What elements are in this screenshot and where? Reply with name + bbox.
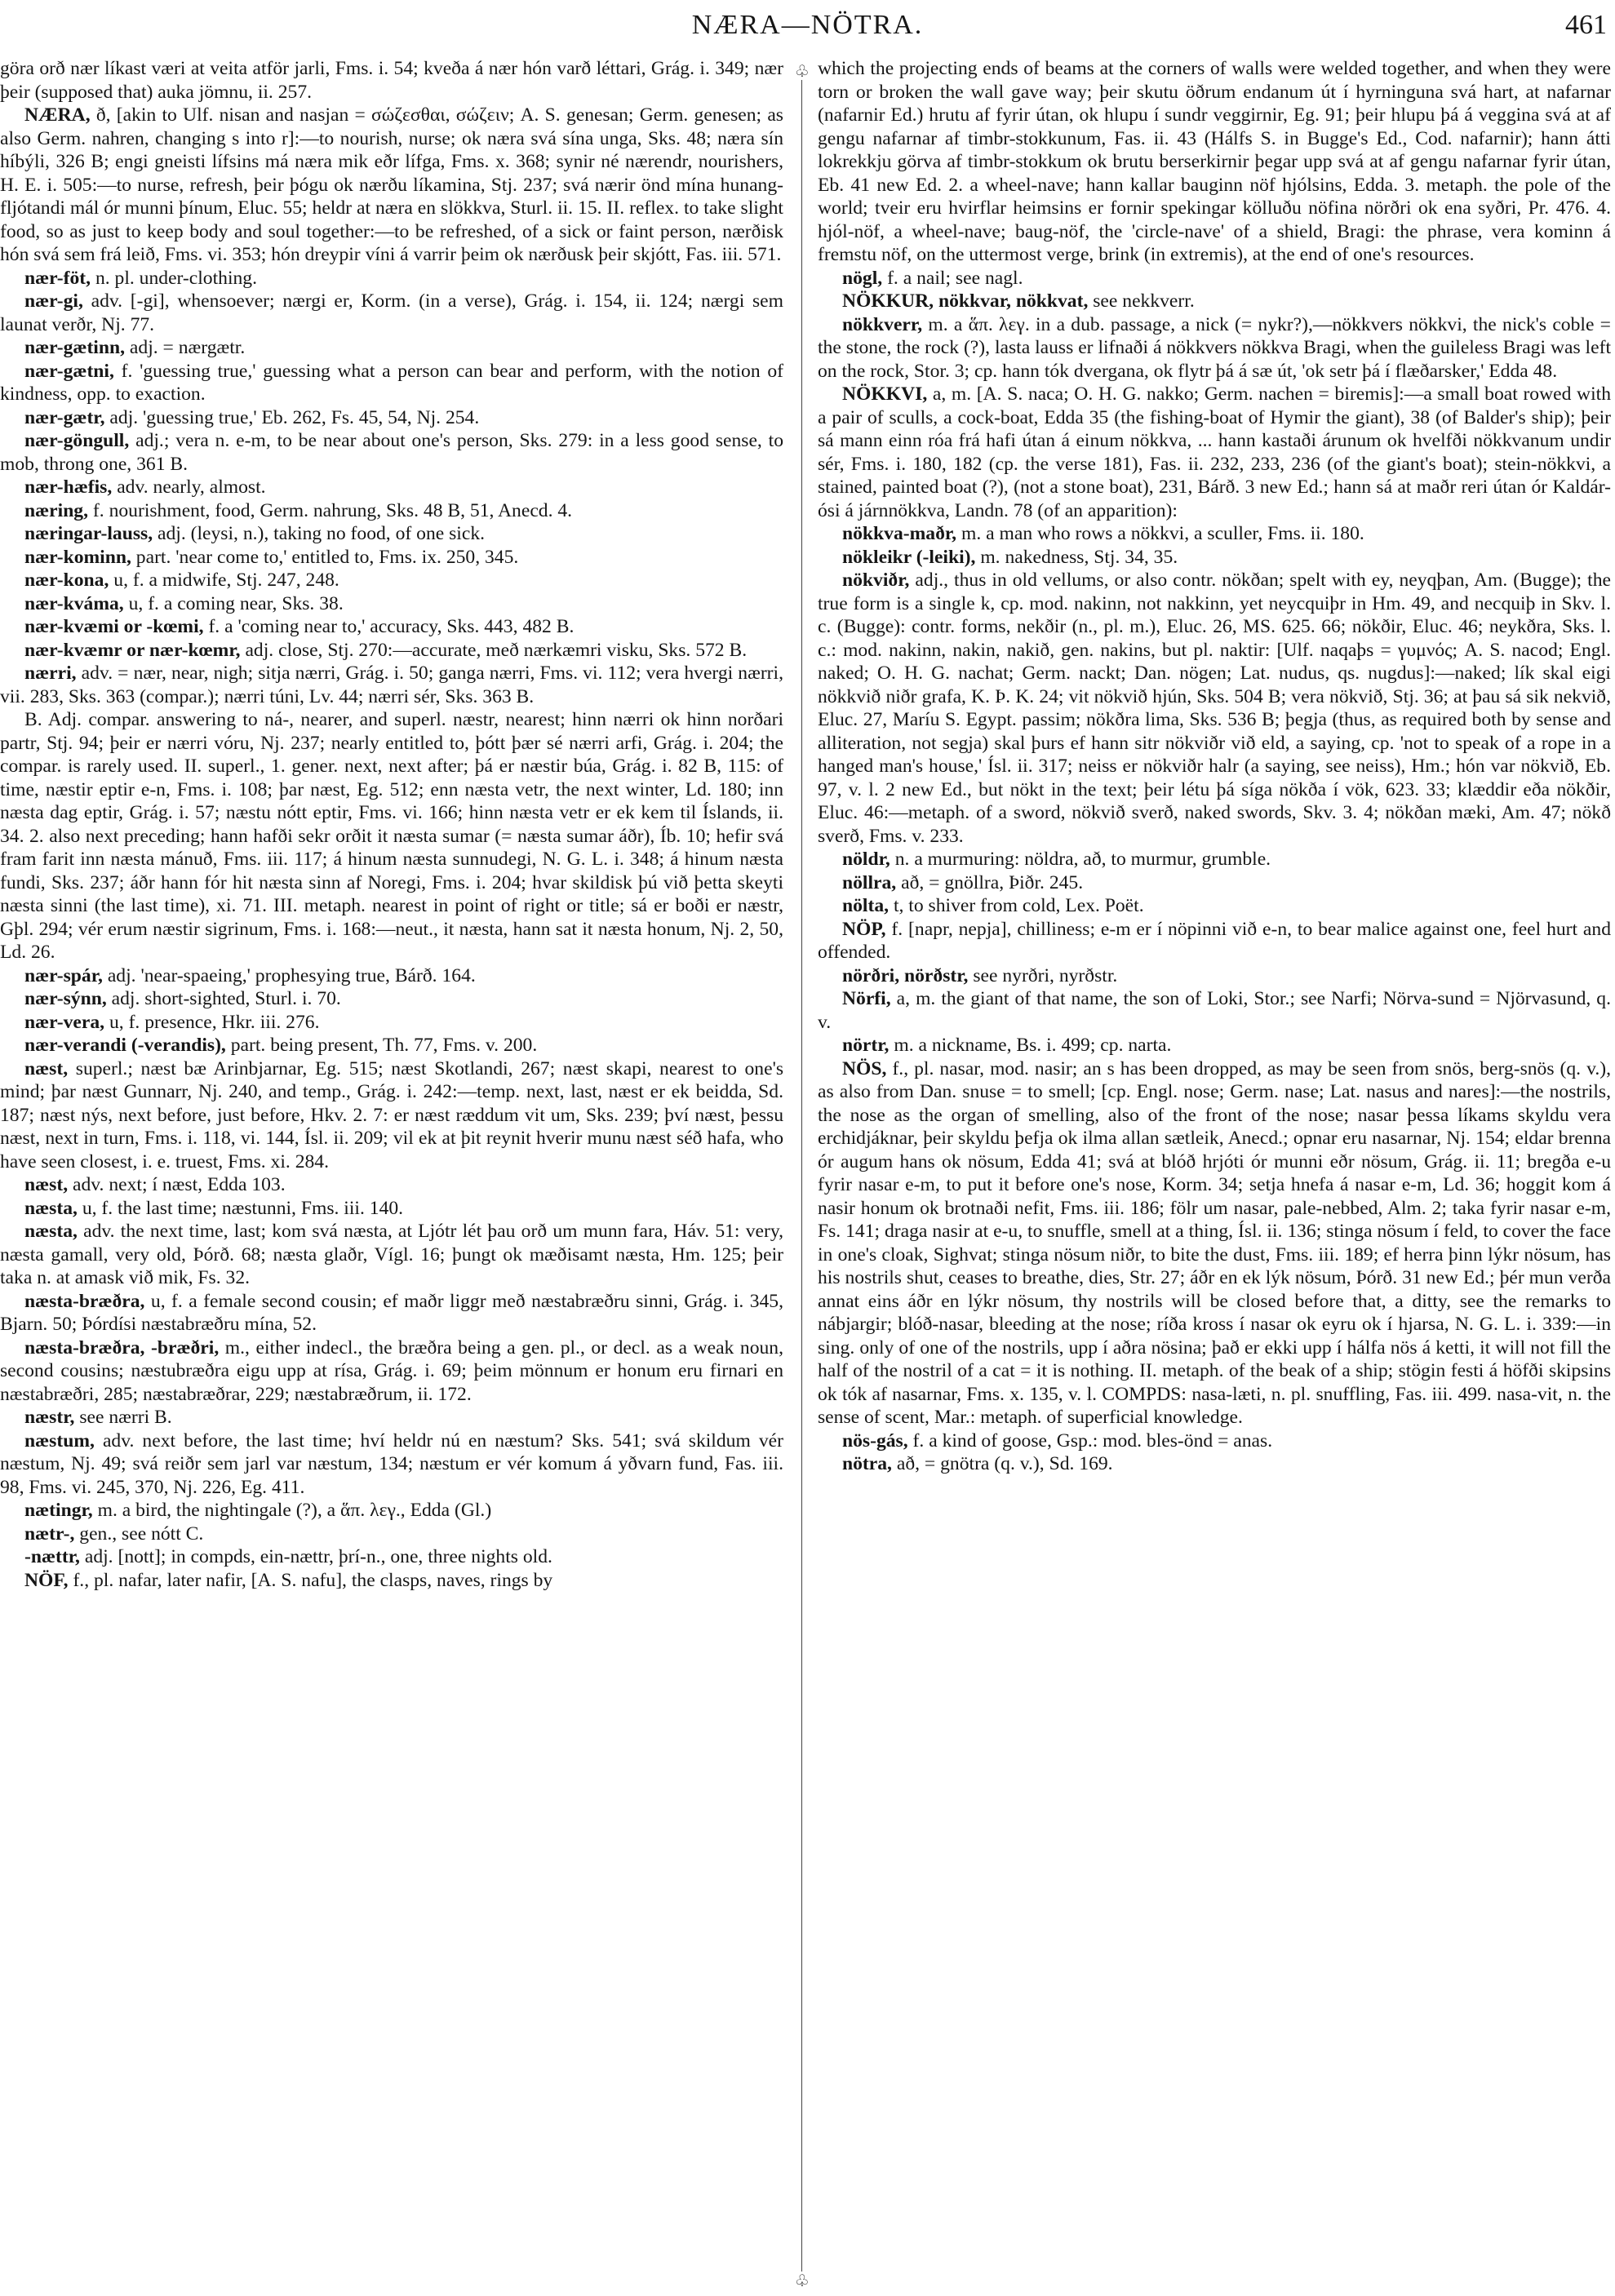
entry-headword: NÖF, (24, 1569, 69, 1591)
dictionary-entry (818, 267, 1611, 290)
entry-definition: gen., see nótt C. (79, 1523, 204, 1545)
dictionary-entry (0, 1523, 783, 1546)
dictionary-entry (0, 1173, 783, 1197)
entry-headword: nökkverr, (842, 313, 923, 335)
entry-definition: f. nourishment, food, Germ. nahrung, Sks. 48 B, 51, Anecd. 4. (92, 499, 573, 521)
column-divider (801, 65, 802, 2272)
entry-headword: nætr-, (24, 1523, 75, 1545)
dictionary-entry (818, 569, 1611, 848)
entry-headword: nær-föt, (24, 267, 91, 289)
entry-headword: nörðri, nörðstr, (842, 964, 969, 986)
dictionary-entry (0, 546, 783, 570)
entry-headword: nær-sýnn, (24, 988, 107, 1009)
entry-headword: NÆRA, (24, 104, 91, 126)
dictionary-entry (0, 592, 783, 616)
entry-headword: nörtr, (842, 1035, 890, 1056)
dictionary-entry (818, 964, 1611, 988)
dictionary-entry (818, 57, 1611, 267)
entry-definition: which the projecting ends of beams at the corners of walls were welded together, and when they were torn or broken the wall gave way; þeir skutu öðrum endanum út í hyrninguna svá hart, at nafarnar (nafarnir Ed.) hrutu af fyrir útan, ok hlupu í sundr veggirnir, Eg. 91; þeir hlupu þá á veggina svá at af gengu nafarnar af timbr-stokkunum, Fas. ii. 43 (Hálfs S. in Bugge's Ed., Cod. nafarnir); hann átti lokrekkju görva af timbr-stokkum ok brutu berserkirnir þegar upp svá at af gengu nafarnar fyrir útan, Eb. 41 new Ed. 2. a wheel-nave; hann kallar bauginn nöf hjólsins, Edda. 3. metaph. the pole of the world; tveir eru hvirflar heimsins er fornir spekingar kölluðu nöfina nörðri ok ena syðri, Pr. 476. 4. hjól-nöf, a wheel-nave; baug-nöf, the 'circle-nave' of a shield, Bragi: the phrase, vera kominn á fremstu nöf, on the uttermost verge, brink (in extremis), at the end of one's resources. (818, 58, 1611, 265)
entry-headword: nökkva-maðr, (842, 523, 957, 544)
entry-definition: m. a man who rows a nökkvi, a sculler, Fms. ii. 180. (961, 523, 1364, 544)
dictionary-entry (0, 1499, 783, 1523)
dictionary-entry (0, 1011, 783, 1035)
entry-headword: nær-göngull, (24, 430, 130, 451)
divider-ornament-top: ♧ (793, 62, 811, 80)
entry-definition: adj. 'guessing true,' Eb. 262, Fs. 45, 54, Nj. 254. (109, 406, 480, 428)
dictionary-entry (0, 987, 783, 1011)
entry-headword: næsta, (24, 1197, 78, 1219)
entry-headword: nös-gás, (842, 1429, 908, 1452)
dictionary-entry (0, 708, 783, 964)
entry-definition: u, f. a coming near, Sks. 38. (128, 592, 344, 614)
entry-headword: nær-verandi (-verandis), (24, 1035, 226, 1056)
entry-definition: f. a nail; see nagl. (887, 267, 1023, 289)
entry-headword: NÖS, (842, 1057, 887, 1079)
dictionary-entry (0, 662, 783, 708)
entry-headword: næstr, (24, 1407, 75, 1428)
page-number: 461 (1565, 10, 1607, 40)
dictionary-entry (818, 1452, 1611, 1476)
entry-definition: adj. 'near-spaeing,' prophesying true, Bárð. 164. (107, 964, 476, 986)
entry-headword: nær-kominn, (24, 546, 131, 568)
dictionary-entry (818, 987, 1611, 1034)
dictionary-entry (0, 1034, 783, 1057)
entry-definition: n. a murmuring: nöldra, að, to murmur, grumble. (894, 849, 1271, 870)
entry-definition: n. pl. under-clothing. (95, 267, 258, 289)
entry-headword: næsta-bræðra, -bræðri, (24, 1336, 220, 1359)
dictionary-entry (0, 57, 783, 104)
entry-headword: nær-spár, (24, 964, 103, 986)
left-column (0, 57, 783, 2293)
dictionary-entry (0, 615, 783, 639)
entry-definition: adv. the next time, last; kom svá næsta, at Ljótr lét þau orð um munn fara, Háv. 51: very, næsta gamall, very old, Þórð. 68; næsta glaðr, Vígl. 16; þungt ok mæðisamt næsta, Hm. 125; þeir taka n. at amask við mik, Fs. 32. (0, 1221, 783, 1288)
entry-definition: f. a 'coming near to,' accuracy, Sks. 443, 482 B. (208, 616, 575, 637)
dictionary-entry (0, 499, 783, 523)
entry-headword: nötra, (842, 1453, 892, 1474)
running-head: NÆRA—NÖTRA. (691, 10, 924, 40)
page-header (0, 7, 1615, 49)
entry-headword: nölta, (842, 895, 890, 916)
entry-definition: u, f. the last time; næstunni, Fms. iii. 140. (82, 1197, 404, 1219)
dictionary-entry (0, 429, 783, 476)
entry-headword: nærri, (24, 663, 77, 684)
entry-definition: u, f. a female second cousin; ef maðr liggr með næstabræðru sinni, Grág. i. 345, Bjarn. 50; Þórdísi næstabræðru mína, 52. (0, 1290, 783, 1335)
entry-definition: a, m. the giant of that name, the son of Loki, Stor.; see Narfi; Nörva-sund = Njörvasund, q. v. (818, 988, 1611, 1033)
dictionary-entry (0, 267, 783, 290)
entry-definition: see nærri B. (79, 1407, 172, 1428)
entry-headword: næsta, (24, 1221, 78, 1242)
entry-headword: NÖP, (842, 918, 886, 940)
dictionary-entry (818, 918, 1611, 964)
entry-definition: part. 'near come to,' entitled to, Fms. ix. 250, 345. (135, 546, 519, 568)
dictionary-entry (0, 964, 783, 988)
dictionary-entry (818, 871, 1611, 895)
entry-headword: nær-gætni, (24, 360, 114, 382)
entry-headword: Nörfi, (842, 988, 891, 1009)
dictionary-entry (0, 569, 783, 592)
dictionary-entry (0, 1569, 783, 1593)
dictionary-entry (0, 336, 783, 360)
entry-headword: næst, (24, 1057, 69, 1079)
entry-definition: u, f. a midwife, Stj. 247, 248. (113, 570, 339, 591)
right-column (818, 57, 1611, 2293)
entry-headword: -nættr, (24, 1546, 80, 1567)
entry-definition: adj. [nott]; in compds, ein-nættr, þrí-n., one, three nights old. (84, 1546, 552, 1567)
entry-definition: f., pl. nasar, mod. nasir; an s has been dropped, as may be seen from snös, berg-snös (q. v.), as also from Dan. snuse = to smell; [cp. Engl. nose; Germ. nase; Lat. nasus and nares]:—the nostrils, the nose as the organ of smelling, also of the front of the nose; nasar þessa líkams skyldu vera erchidjáknar, þeir skyldu þefja ok ilma allan sætleik, Anecd.; opnar eru nasarnar, Nj. 154; eldar brenna ór augum hans ok nösum, Edda 41; svá at blóð hrjóti ór munni eðr nösum, Grág. ii. 11; bregða e-u fyrir nasar e-m, to put it before one's nose, Korm. 34; setja hnefa á nasar e-m, Ld. 36; hoggit kom á nasir honum ok brotnaði nefit, Fms. iii. 186; fölr um nasar, pale-nebbed, Alm. 2; taka fyrir nasar e-m, Fs. 141; draga nasir at e-u, to snuffle, smell at a thing, Ísl. ii. 136; stinga nösum í feld, to cover the face in one's cloak, Sighvat; stinga nösum niðr, to bite the dust, Fms. iii. 189; ef herra þinn lýkr nösum, has his nostrils shut, ceases to breathe, dies, Str. 27; áðr en ek lýk nösum, Þórð. 31 new Ed.; þér mun verða annat eins áðr en lýkr nösum, thy nostrils will be closed before that, a ditty, see the remarks to nábjargir; blóð-nasar, bleeding at the nose; ríða kross í nasar ok eyru ok í hjarsa, N. G. L. i. 339:—in sing. only of one of the nostrils, upp í aðra nösina; það er ekki upp í hálfa nös á ketti, it will not fill the half of the nostril of a cat = it is nothing. II. metaph. of the beak of a ship; stögin festi á höfði skipsins ok tók af nasarnar, Fms. x. 135, v. l. COMPDS: nasa-læti, n. pl. snuffling, Fas. iii. 499. nasa-vit, n. the sense of scent, Mar.: metaph. of superficial knowledge. (818, 1057, 1611, 1428)
entry-headword: nær-kváma, (24, 592, 124, 614)
entry-headword: næstum, (24, 1429, 95, 1452)
dictionary-entry (818, 383, 1611, 522)
entry-definition: að, = gnötra (q. v.), Sd. 169. (896, 1453, 1113, 1474)
entry-definition: B. Adj. compar. answering to ná-, nearer, and superl. næstr, nearest; hinn nærri ok hinn norðari partr, Stj. 94; þeir er nærri vóru, Nj. 237; nearly entitled to, þótt þær sé nærri arfi, Grág. i. 204; the compar. is rarely used. II. superl., 1. gener. next, next after; þá er næstir búa, Grág. i. 82 B, 115: of time, næstir eptir e-n, Fms. i. 108; þar næst, Eg. 512; enn næsta vetr, the next winter, Ld. 180; inn næsta dag eptir, Grág. i. 57; næstu nótt eptir, Fms. vi. 166; hinn næsta vetr er ek kem til Íslands, ii. 34. 2. also next preceding; hann hafði sekr orðit it næsta sumar (= næsta sumar áðr), Íb. 10; hefir svá fram farit inn næsta mánuð, Fms. iii. 117; á hinum næsta sunnudegi, N. G. L. i. 348; á hinum næsta fundi, Sks. 237; áðr hann fór hit næsta sinn af Noregi, Fms. i. 204; hvar skildisk þú við þetta skeyti næsta sinni (the last time), xi. 71. III. metaph. nearest in point of right or title; sá er boði er næstr, Gþl. 294; vér erum næstir sigrinum, Fms. i. 168:—neut., it næsta, hann sat it næsta honum, Nj. 2, 50, Ld. 26. (0, 709, 783, 963)
entry-headword: nær-kona, (24, 570, 109, 591)
entry-headword: nögl, (842, 267, 883, 289)
dictionary-entry (0, 522, 783, 546)
entry-definition: adv. next before, the last time; hví heldr nú en næstum? Sks. 541; svá skildum vér næstum, Nj. 49; svá reiðr sem jarl var næstum, 134; næstum er vér komum á yðvarn fund, Fas. iii. 98, Fms. vi. 245, 370, Nj. 226, Eg. 411. (0, 1429, 783, 1498)
entry-definition: f., pl. nafar, later nafir, [A. S. nafu], the clasps, naves, rings by (73, 1569, 553, 1591)
entry-headword: næringar-lauss, (24, 523, 153, 544)
entry-headword: nær-gi, (24, 290, 83, 312)
entry-headword: nær-gætinn, (24, 337, 126, 358)
entry-definition: f. [napr, nepja], chilliness; e-m er í nöpinni við e-n, to bear malice against one, feel hurt and offended. (818, 918, 1611, 963)
entry-definition: a, m. [A. S. naca; O. H. G. nakko; Germ. nachen = biremis]:—a small boat rowed with a pair of sculls, a cock-boat, Edda 35 (the fishing-boat of Hymir the giant), 38 (of Balder's ship); þeir sá mann einn róa frá hafi útan á einum nökkva, ... hann kastaði árunum ok hvelfði nökkvanum undir sér, Fms. i. 180, 182 (cp. the verse 181), Fas. ii. 232, 233, 236 (of the giant's boat); stein-nökkvi, a stained, painted boat (?), (not a stone boat), 231, Bárð. 3 new Ed.; hann sá at maðr reri útan ór Kaldár-ósi á járnnökkva, Landn. 78 (of an apparition): (818, 383, 1611, 521)
entry-definition: að, = gnöllra, Þiðr. 245. (901, 871, 1084, 893)
dictionary-entry (0, 406, 783, 430)
dictionary-entry (0, 290, 783, 336)
dictionary-entry (818, 290, 1611, 313)
entry-headword: nær-vera, (24, 1011, 105, 1033)
dictionary-entry (818, 894, 1611, 918)
dictionary-entry (0, 1336, 783, 1407)
entry-headword: næsta-bræðra, (24, 1290, 145, 1312)
entry-definition: adv. [-gi], whensoever; nærgi er, Korm. (in a verse), Grág. i. 154, ii. 124; nærgi sem launat verðr, Nj. 77. (0, 290, 783, 335)
dictionary-entry (0, 639, 783, 663)
entry-definition: see nekkverr. (1093, 290, 1195, 312)
entry-headword: nær-gætr, (24, 406, 105, 428)
entry-headword: NÖKKVI, (842, 383, 928, 405)
dictionary-entry (0, 360, 783, 406)
entry-definition: f. a kind of goose, Gsp.: mod. bles-önd = anas. (912, 1429, 1273, 1452)
divider-ornament-bottom: ♧ (793, 2272, 811, 2289)
entry-definition: part. being present, Th. 77, Fms. v. 200. (230, 1035, 538, 1056)
entry-headword: NÖKKUR, nökkvar, nökkvat, (842, 290, 1089, 312)
dictionary-entry (818, 522, 1611, 546)
dictionary-entry (818, 848, 1611, 871)
entry-definition: adv. nearly, almost. (117, 476, 266, 498)
dictionary-entry (0, 104, 783, 267)
entry-headword: nökleikr (-leiki), (842, 546, 976, 568)
dictionary-entry (0, 1197, 783, 1221)
dictionary-entry (818, 546, 1611, 570)
entry-definition: adv. = nær, near, nigh; sitja nærri, Grág. i. 50; ganga nærri, Fms. vi. 112; vera hvergi nærri, vii. 283, Sks. 363 (compar.); nærri túni, Lv. 44; nærri sér, Sks. 363 B. (0, 663, 783, 707)
entry-definition: adj. short-sighted, Sturl. i. 70. (111, 988, 341, 1009)
entry-definition: m. a nickname, Bs. i. 499; cp. narta. (894, 1035, 1172, 1056)
dictionary-entry (818, 1034, 1611, 1057)
entry-definition: göra orð nær líkast væri at veita atför jarli, Fms. i. 54; kveða á nær hón varð léttari, Grág. i. 349; nær þeir (supposed that) auka jömnu, ii. 257. (0, 58, 783, 103)
dictionary-entry (0, 1220, 783, 1290)
entry-definition: superl.; næst bæ Arinbjarnar, Eg. 515; næst Skotlandi, 267; næst skapi, nearest to one's mind; þar næst Gunnarr, Nj. 240, and temp., Grág. i. 242:—temp. next, last, næst er ek beidda, Sd. 187; næst nýs, next before, just before, Hkv. 2. 7: er næst ræddum vit um, Sks. 239; því næst, þessu næst, next in turn, Fms. i. 118, vi. 144, Ísl. ii. 209; vil ek at þit reynit hverir munu næst séð hafa, who have seen closest, i. e. truest, Fms. xi. 284. (0, 1057, 783, 1172)
dictionary-entry (0, 1429, 783, 1500)
entry-definition: m. a bird, the nightingale (?), a ἅπ. λεγ., Edda (Gl.) (97, 1500, 492, 1521)
entry-definition: see nyrðri, nyrðstr. (973, 964, 1118, 986)
entry-definition: adj., thus in old vellums, or also contr. nökðan; spelt with ey, neyqþan, Am. (Bugge); the true form is a single k, cp. mod. nakinn, not nakkinn, yet neycquiþr in Hm. 49, and necquiþ in Skv. l. c. (Bugge): contr. forms, nekðir (n., pl. m.), Eluc. 26, MS. 625. 66; nökðir, Eluc. 46; neykðra, Sks. l. c.: mod. nakinn, nakin, nakið, gen. nakins, but pl. naktir: [Ulf. naqaþs = γυμνός; A. S. nacod; Engl. naked; O. H. G. nachat; Germ. nackt; Dan. nögen; Lat. nudus, qs. nugdus]:—naked; lík skal eigi nökkvið niðr grafa, K. Þ. K. 24; vit nökvið hjún, Sks. 504 B; vera nökvið, Stj. 36; at þau sá sik nekvið, Eluc. 27, Maríu S. Egypt. passim; nökðra lima, Sks. 536 B; þegja (thus, as required both by sense and alliteration, not segja) skal þurs ef hann sitr nökviðr við eld, a saying, cp. 'not to speak of a rope in a hanged man's house,' Ísl. ii. 317; neiss er nökviðr halr (a saying, see neiss), Hm.; hón var nökvið, Eb. 97, v. l. 2 new Ed., but nökt in the text; þeir létu þá síga nökða í vök, 623. 33; klæddir eða nökðir, Eluc. 46:—metaph. of a sword, nökvið sverð, naked swords, Skv. 3. 4; nökðan mæki, Am. 47; nökð sverð, Fms. v. 233. (818, 570, 1611, 847)
dictionary-entry (818, 1429, 1611, 1453)
dictionary-entry (0, 476, 783, 499)
entry-definition: adj.; vera n. e-m, to be near about one's person, Sks. 279: in a less good sense, to mob, throng one, 361 B. (0, 430, 783, 475)
entry-definition: adj. = nærgætr. (129, 337, 246, 358)
dictionary-entry (0, 1406, 783, 1429)
entry-headword: nöllra, (842, 871, 897, 893)
entry-definition: adj. close, Stj. 270:—accurate, með nærkæmri visku, Sks. 572 B. (245, 639, 748, 661)
entry-definition: ð, [akin to Ulf. nisan and nasjan = σώζεσθαι, σώζειν; A. S. genesan; Germ. genesen; as also Germ. nahren, changing s into r]:—to nourish, nurse; ok næra svá sína unga, Sks. 48; næra sín híbýli, 326 B; engi gneisti lífsins má næra mik eðr lífga, Fms. x. 368; synir né nærendr, nourishers, H. E. i. 505:—to nurse, refresh, þeir þógu ok nærðu líkamina, Stj. 237; svá nærir önd mína hunang-fljótandi mál ór munni þínum, Eluc. 55; heldr at næra en slökkva, Sturl. ii. 15. II. reflex. to take slight food, so as just to keep body and soul together:—to be refreshed, of a sick or faint person, nærðisk hón svá sem frá leið, Fms. vi. 353; hón dreypir víni á varrir þeim ok nærðusk þeir skjótt, Fas. iii. 571. (0, 104, 783, 265)
entry-definition: m. nakedness, Stj. 34, 35. (980, 546, 1178, 568)
dictionary-entry (0, 1545, 783, 1569)
entry-definition: u, f. presence, Hkr. iii. 276. (109, 1011, 320, 1033)
entry-headword: nær-kvæmr or nær-kœmr, (24, 639, 241, 661)
entry-definition: adv. next; í næst, Edda 103. (73, 1174, 286, 1195)
entry-definition: t, to shiver from cold, Lex. Poët. (893, 895, 1144, 916)
entry-headword: nökviðr, (842, 570, 910, 591)
entry-headword: nætingr, (24, 1500, 93, 1521)
dictionary-entry (0, 1290, 783, 1336)
entry-definition: m., either indecl., the bræðra being a gen. pl., or decl. as a weak noun, second cousins; næstubræðra eigu upp at rísa, Grág. i. 69; þeim mönnum er honum eru firnari en næstabræðri, 285; næstabræðrar, 229; næstabræðrum, ii. 172. (0, 1336, 783, 1405)
dictionary-entry (818, 313, 1611, 383)
entry-headword: nöldr, (842, 849, 890, 870)
entry-definition: f. 'guessing true,' guessing what a person can bear and perform, with the notion of kindness, opp. to exaction. (0, 360, 783, 405)
dictionary-entry (818, 1057, 1611, 1429)
entry-headword: næring, (24, 499, 89, 521)
dictionary-entry (0, 1057, 783, 1174)
entry-headword: næst, (24, 1174, 69, 1195)
entry-headword: nær-kvæmi or -kœmi, (24, 616, 204, 637)
entry-definition: m. a ἅπ. λεγ. in a dub. passage, a nick (= nykr?),—nökkvers nökkvi, the nick's coble = the stone, the rock (?), lasta lauss er lifnaði á nökkvers nökkva Bragi, when the guileless Bragi was left on the rock, Stor. 3; cp. hann tók dvergana, ok flytr þá á sæ út, 'ok setr þá í flæðarsker,' Edda 48. (818, 313, 1611, 382)
entry-definition: adj. (leysi, n.), taking no food, of one sick. (158, 523, 486, 544)
entry-headword: nær-hæfis, (24, 476, 113, 498)
